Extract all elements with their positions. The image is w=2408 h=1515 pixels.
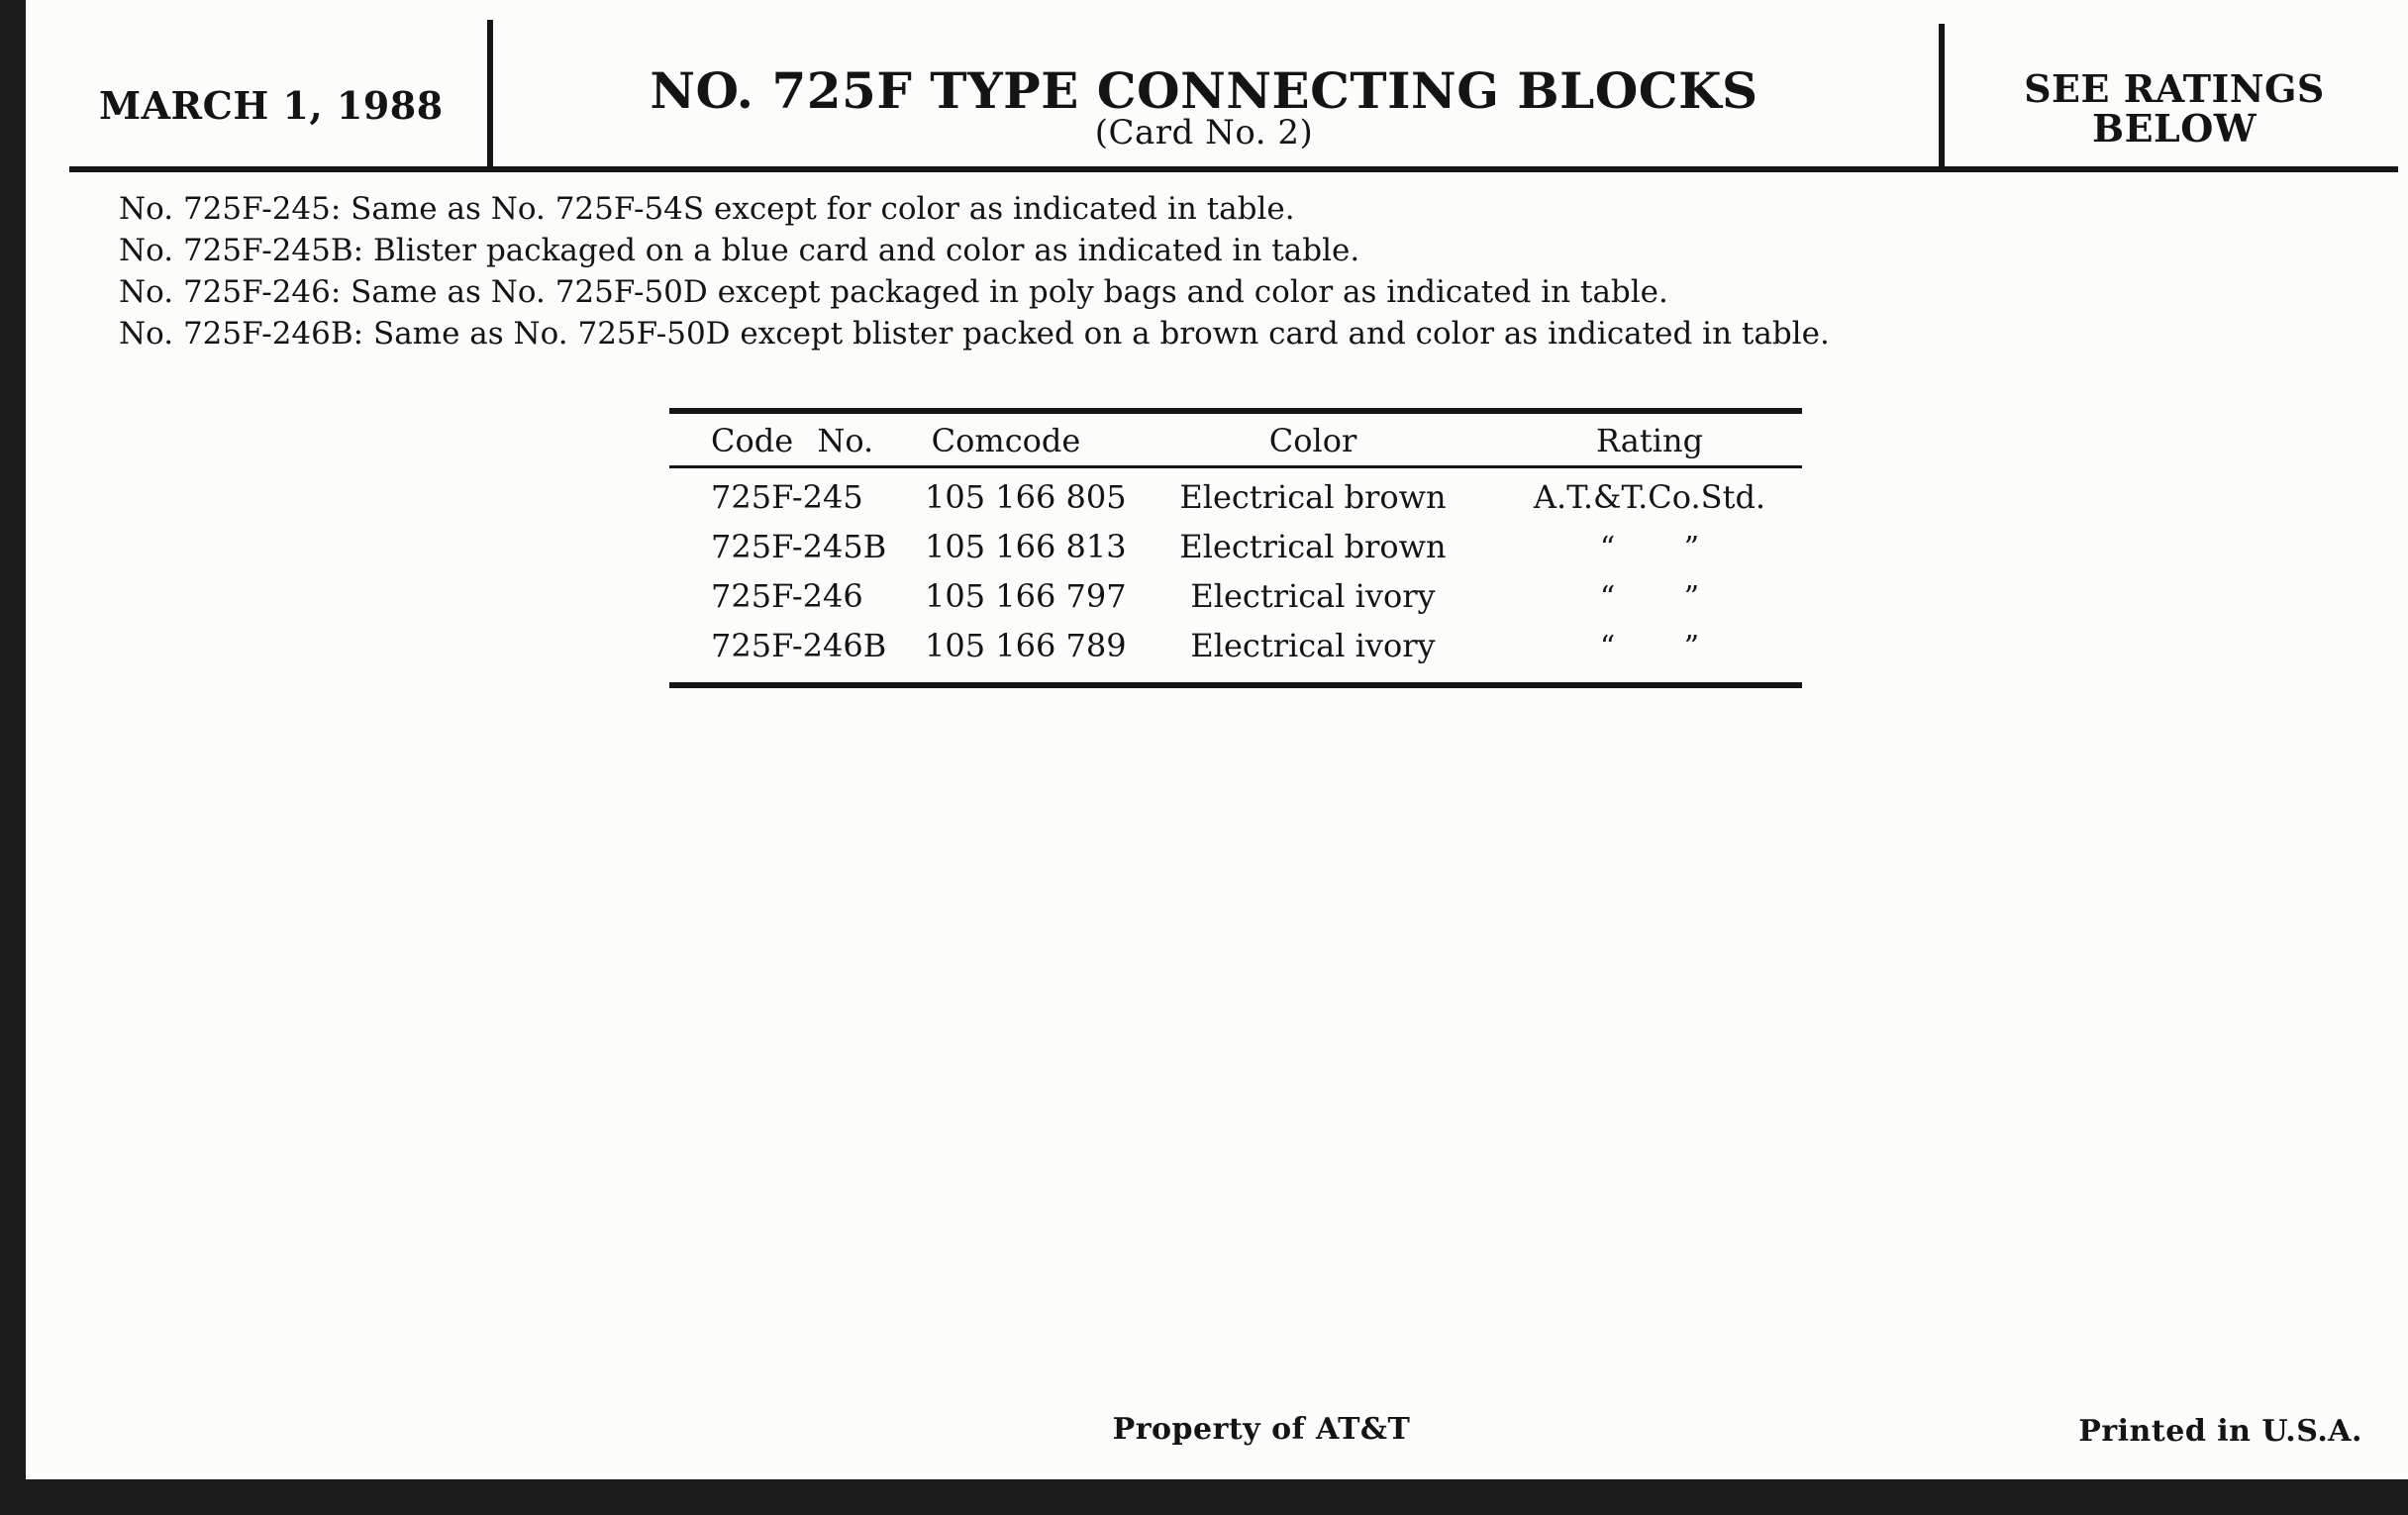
- card-title: NO. 725F TYPE CONNECTING BLOCKS: [650, 61, 1758, 120]
- catalog-card: [26, 0, 2408, 1479]
- cell-rating: A.T.&T.Co.Std.: [1533, 478, 1766, 516]
- cell-code: 725F-246B: [711, 627, 887, 664]
- footer-printed: Printed in U.S.A.: [2078, 1414, 2362, 1449]
- ratings-note-line-1: SEE RATINGS: [2024, 66, 2325, 111]
- description-line: No. 725F-245: Same as No. 725F-54S except for color as indicated in table.: [119, 191, 1295, 227]
- cell-comcode: 105 166 797: [925, 577, 1127, 615]
- column-header-color: Color: [1268, 422, 1357, 459]
- ratings-note: [1966, 66, 2382, 151]
- table-bottom-rule: [669, 682, 1802, 688]
- cell-color: Electrical ivory: [1190, 577, 1436, 615]
- cell-comcode: 105 166 789: [925, 627, 1127, 664]
- ditto-mark: “ ”: [1599, 580, 1700, 615]
- table-row: [669, 619, 1802, 668]
- footer-property: Property of AT&T: [1112, 1412, 1411, 1447]
- table-header-rule: [669, 465, 1802, 468]
- product-table: [669, 408, 1802, 688]
- column-header-code: Code No.: [711, 422, 874, 459]
- column-header-rating: Rating: [1595, 422, 1704, 459]
- description-line: No. 725F-246: Same as No. 725F-50D except packaged in poly bags and color as indicated in table.: [119, 274, 1668, 310]
- ditto-mark: “ ”: [1599, 630, 1700, 664]
- header-divider-right: [1939, 24, 1945, 172]
- cell-code: 725F-245: [711, 478, 863, 516]
- cell-color: Electrical brown: [1179, 478, 1447, 516]
- card-subtitle: (Card No. 2): [1094, 113, 1314, 152]
- cell-rating-ditto: [1511, 577, 1788, 615]
- column-header-comcode: Comcode: [931, 422, 1081, 459]
- table-row: [669, 520, 1802, 569]
- cell-code: 725F-246: [711, 577, 863, 615]
- cell-rating-ditto: [1511, 528, 1788, 565]
- header-bottom-rule: [69, 166, 2398, 172]
- product-descriptions: [119, 188, 2297, 354]
- ditto-mark: “ ”: [1599, 531, 1700, 565]
- ratings-note-line-2: BELOW: [2091, 106, 2258, 151]
- description-line: No. 725F-245B: Blister packaged on a blue card and color as indicated in table.: [119, 233, 1360, 268]
- cell-comcode: 105 166 805: [925, 478, 1127, 516]
- cell-color: Electrical ivory: [1190, 627, 1436, 664]
- cell-code: 725F-245B: [711, 528, 887, 565]
- cell-color: Electrical brown: [1179, 528, 1447, 565]
- table-row: [669, 569, 1802, 619]
- card-date: MARCH 1, 1988: [99, 83, 444, 128]
- cell-rating-ditto: [1511, 627, 1788, 664]
- cell-comcode: 105 166 813: [925, 528, 1127, 565]
- table-header-row: [669, 414, 1802, 465]
- table-bottom-spacer: [669, 668, 1802, 682]
- table-row: [669, 470, 1802, 520]
- description-line: No. 725F-246B: Same as No. 725F-50D except blister packed on a brown card and color as indicated in table.: [119, 316, 1830, 352]
